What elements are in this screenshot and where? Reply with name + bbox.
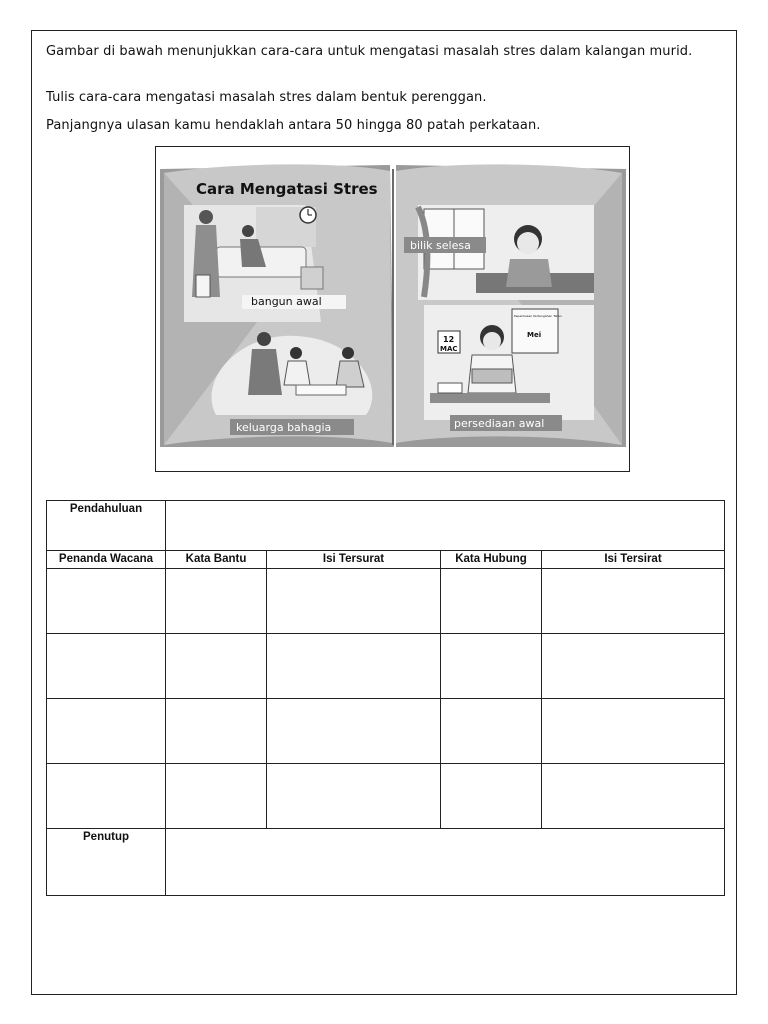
- header-explicit-content: Isi Tersurat: [267, 551, 441, 569]
- instruction-picture-prompt: Gambar di bawah menunjukkan cara-cara untuk mengatasi masalah stres dalam kalangan murid.: [46, 44, 693, 59]
- calendar-day: 12: [443, 335, 455, 344]
- instruction-write-paragraph: Tulis cara-cara mengatasi masalah stres dalam bentuk perenggan.: [46, 90, 487, 105]
- calendar-month: MAC: [440, 345, 458, 353]
- table-row: [47, 569, 725, 634]
- table-header-row: [47, 551, 725, 569]
- answer-cell[interactable]: [267, 764, 441, 829]
- answer-cell[interactable]: [441, 569, 542, 634]
- answer-cell[interactable]: [166, 634, 267, 699]
- answer-cell[interactable]: [267, 699, 441, 764]
- answer-cell[interactable]: [166, 569, 267, 634]
- caption-wake-early: bangun awal: [251, 295, 322, 308]
- poster-text: Mei: [527, 331, 542, 339]
- answer-cell[interactable]: [166, 764, 267, 829]
- answer-cell[interactable]: [441, 764, 542, 829]
- header-implicit-content: Isi Tersirat: [542, 551, 725, 569]
- closing-answer-cell[interactable]: [166, 829, 725, 896]
- answer-cell[interactable]: [267, 569, 441, 634]
- answer-cell[interactable]: [267, 634, 441, 699]
- header-helper-words: Kata Bantu: [166, 551, 267, 569]
- stress-illustration: [155, 146, 630, 472]
- table-row: [47, 634, 725, 699]
- answer-cell[interactable]: [542, 699, 725, 764]
- intro-answer-cell[interactable]: [166, 501, 725, 551]
- closing-label: Penutup: [47, 829, 166, 896]
- closing-row: [47, 829, 725, 896]
- intro-label: Pendahuluan: [47, 501, 166, 551]
- answer-cell[interactable]: [47, 569, 166, 634]
- answer-cell[interactable]: [47, 699, 166, 764]
- answer-cell[interactable]: [542, 764, 725, 829]
- answer-cell[interactable]: [542, 569, 725, 634]
- caption-comfortable-room: bilik selesa: [410, 239, 471, 252]
- table-row: [47, 699, 725, 764]
- answer-cell[interactable]: [542, 634, 725, 699]
- planning-table: [46, 500, 725, 896]
- illustration-title: Cara Mengatasi Stres: [196, 180, 378, 198]
- answer-cell[interactable]: [47, 764, 166, 829]
- header-conjunction: Kata Hubung: [441, 551, 542, 569]
- panel-early-preparation: [424, 305, 594, 431]
- answer-cell[interactable]: [47, 634, 166, 699]
- panel-comfortable-room: [404, 205, 594, 300]
- header-discourse-marker: Penanda Wacana: [47, 551, 166, 569]
- intro-row: [47, 501, 725, 551]
- poster-heading: Peperiksaan Pertengahan Tahun: [514, 314, 563, 318]
- instruction-word-count: Panjangnya ulasan kamu hendaklah antara 50 hingga 80 patah perkataan.: [46, 118, 541, 133]
- answer-cell[interactable]: [441, 699, 542, 764]
- caption-early-preparation: persediaan awal: [454, 417, 545, 430]
- answer-cell[interactable]: [166, 699, 267, 764]
- answer-cell[interactable]: [441, 634, 542, 699]
- table-row: [47, 764, 725, 829]
- caption-happy-family: keluarga bahagia: [236, 421, 332, 434]
